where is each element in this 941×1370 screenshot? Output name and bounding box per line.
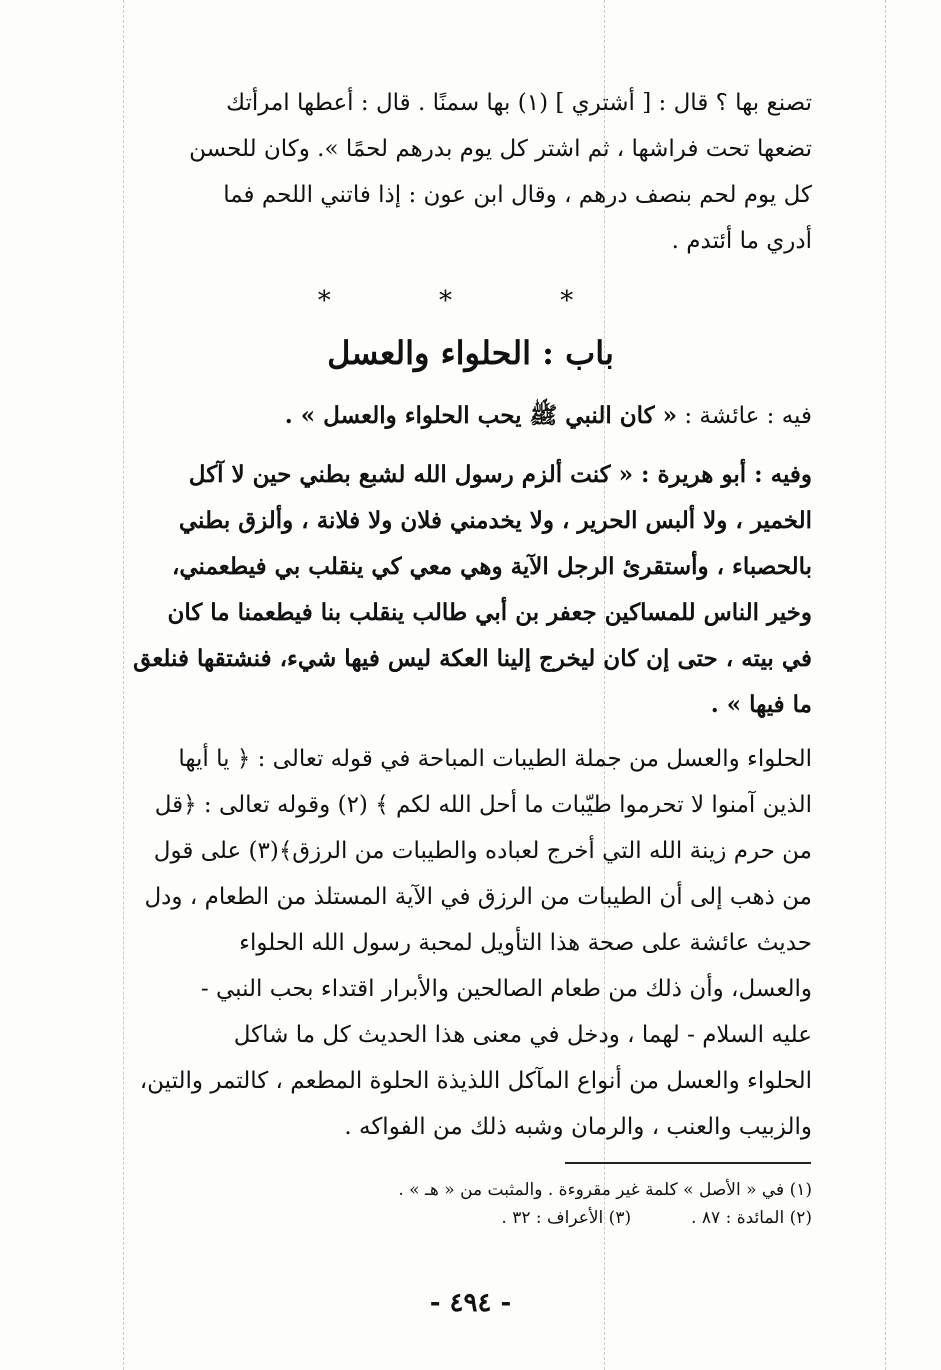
text-line: تضعها تحت فراشها ، ثم اشتر كل يوم بدرهم لحمًا ». وكان للحسن <box>189 136 812 162</box>
text-line: بالحصباء ، وأستقرئ الرجل الآية وهي معي كي ينقلب بي فيطعمني، <box>171 553 812 580</box>
text-line: وخير الناس للمساكين جعفر بن أبي طالب ينقلب بنا فيطعمنا ما كان <box>167 599 812 626</box>
footnote-row <box>250 1204 812 1232</box>
hadith-abu-hurayra <box>112 452 812 728</box>
hadith-label: فيه : عائشة : <box>684 403 812 429</box>
text-line: تصنع بها ؟ قال : [ أشتري ] (١) بها سمنًا . قال : أعطها امرأتك <box>226 90 812 116</box>
paragraph-continuation <box>112 80 812 264</box>
text-line: الحلواء والعسل من جملة الطيبات المباحة في قوله تعالى : ﴿ يا أيها <box>178 746 812 772</box>
text-line: من حرم زينة الله التي أخرج لعباده والطيبات من الرزق﴾(٣) على قول <box>153 838 812 864</box>
footnote-1: (١) في « الأصل » كلمة غير مقروءة . والمثبت من « هـ » . <box>398 1180 812 1200</box>
text-line: الحلواء والعسل من أنواع المآكل اللذيذة الحلوة المطعم ، كالتمر والتين، <box>139 1068 812 1094</box>
text-line: الخمير ، ولا ألبس الحرير ، ولا يخدمني فلان ولا فلانة ، وألزق بطني <box>178 507 812 534</box>
text-line: أدري ما أئتدم . <box>671 228 812 254</box>
text-line: والعسل، وأن ذلك من طعام الصالحين والأبرار اقتداء بحب النبي - <box>200 976 812 1002</box>
commentary-paragraph <box>112 736 812 1150</box>
text-line: من ذهب إلى أن الطيبات من الرزق في الآية المستلذ من الطعام ، ودل <box>144 884 812 910</box>
text-line: في بيته ، حتى إن كان ليخرج إلينا العكة ليس فيها شيء، فنشتقها فنلعق <box>133 645 812 672</box>
text-line: كل يوم لحم بنصف درهم ، وقال ابن عون : إذا فاتني اللحم فما <box>223 182 812 208</box>
text-line: وفيه : أبو هريرة : « كنت ألزم رسول الله لشبع بطني حين لا آكل <box>188 461 812 488</box>
hadith-aisha <box>200 396 812 436</box>
footnote-2: (٢) المائدة : ٨٧ . <box>691 1208 812 1228</box>
chapter-title: باب : الحلواء والعسل <box>327 334 614 372</box>
text-line: والزبيب والعنب ، والرمان وشبه ذلك من الفواكه . <box>344 1114 812 1140</box>
footnote-3: (٣) الأعراف : ٣٢ . <box>501 1208 632 1228</box>
section-separator: * * * <box>317 286 624 316</box>
page-number: - ٤٩٤ - <box>429 1288 512 1318</box>
text-line: عليه السلام - لهما ، ودخل في معنى هذا الحديث كل ما شاكل <box>233 1022 812 1048</box>
scan-guide-line <box>885 0 886 1370</box>
text-line: الذين آمنوا لا تحرموا طيّبات ما أحل الله لكم ﴾ (٢) وقوله تعالى : ﴿قل <box>154 792 812 818</box>
footnote-divider <box>565 1162 811 1164</box>
footnotes <box>250 1176 812 1232</box>
hadith-text: « كان النبي ﷺ يحب الحلواء والعسل » . <box>284 402 677 429</box>
text-line: ما فيها » . <box>710 691 812 718</box>
text-line: حديث عائشة على صحة هذا التأويل لمحبة رسول الله الحلواء <box>239 930 812 956</box>
